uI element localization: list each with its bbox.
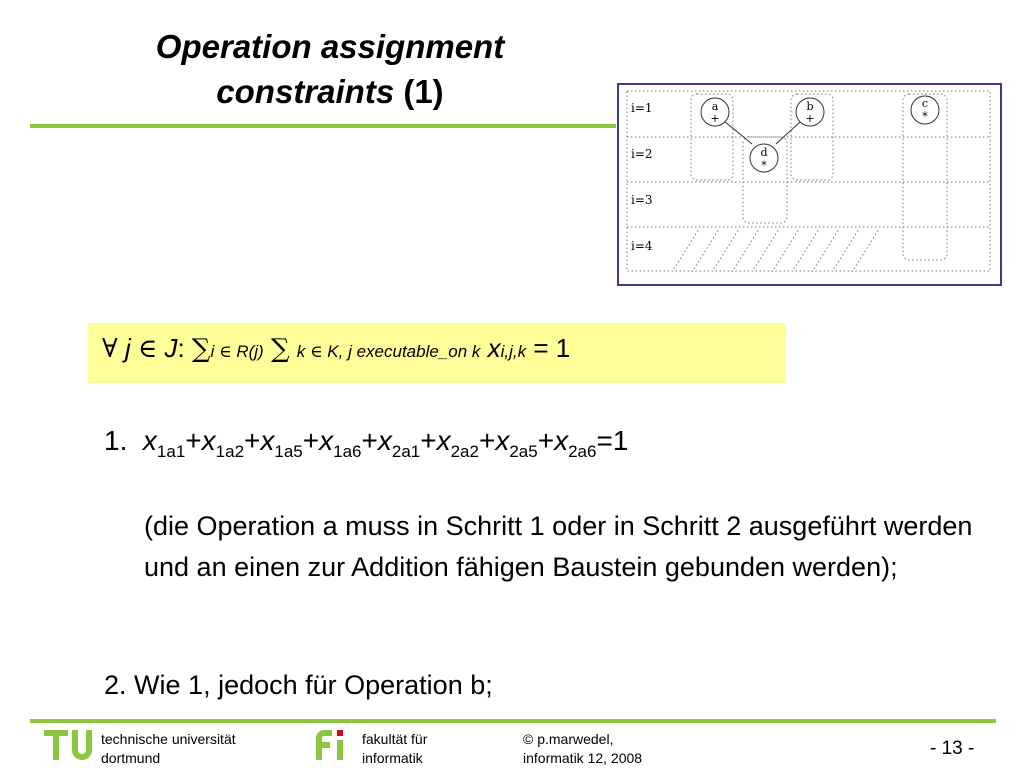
- term-var: x: [377, 425, 392, 456]
- node-c-name: c: [921, 97, 929, 110]
- row-label-i4: i=4: [631, 239, 653, 253]
- item-number-2: 2.: [104, 670, 127, 700]
- term-var: x: [495, 425, 510, 456]
- sum2-element-of: ∈: [309, 342, 323, 362]
- plus-sign: +: [244, 425, 261, 456]
- term-sub: 2a1: [391, 442, 421, 461]
- term-var: x: [201, 425, 216, 456]
- row-label-i3: i=3: [631, 193, 653, 207]
- node-b: [796, 98, 824, 126]
- sum1-element-of: ∈: [218, 342, 232, 362]
- node-d-name: d: [760, 146, 768, 159]
- faculty-line2: informatik: [362, 750, 423, 766]
- formula-equals-one: = 1: [533, 333, 571, 363]
- formula-j: j: [124, 333, 131, 363]
- title-line1: Operation assignment: [155, 28, 505, 65]
- term-sub: 1a5: [274, 442, 303, 461]
- node-c-op: *: [922, 110, 928, 123]
- term-sub: 2a2: [450, 442, 479, 461]
- plus-sign: +: [361, 425, 378, 456]
- sum-symbol-2: ∑: [270, 334, 290, 364]
- node-c: [911, 96, 939, 124]
- sum2-index: k: [296, 342, 306, 361]
- copyright-line1: © p.marwedel,: [523, 731, 614, 747]
- term-var: x: [260, 425, 275, 456]
- plus-sign: +: [185, 425, 202, 456]
- university-line1: technische universität: [101, 731, 236, 747]
- faculty-name: [362, 730, 427, 768]
- formula-colon: :: [177, 333, 185, 363]
- equation-1: [104, 425, 629, 461]
- copyright: [523, 730, 642, 768]
- faculty-line1: fakultät für: [362, 731, 428, 747]
- node-d: [750, 144, 778, 172]
- term-sub: 1a1: [156, 442, 186, 461]
- node-d-op: *: [761, 159, 767, 172]
- sum1-index: i: [210, 342, 215, 361]
- term-sub: 1a2: [215, 442, 245, 461]
- term-var: x: [142, 425, 157, 456]
- equation-rhs: =1: [596, 425, 629, 456]
- page-number: - 13 -: [930, 738, 975, 759]
- footer-divider: [30, 719, 996, 723]
- plus-sign: +: [537, 425, 555, 456]
- sum1-range: R(j): [236, 342, 264, 361]
- node-b-name: b: [806, 100, 814, 113]
- item-number-1: 1.: [104, 425, 128, 456]
- term-sub: 2a5: [509, 442, 538, 461]
- node-a: [701, 98, 729, 126]
- plus-sign: +: [302, 425, 320, 456]
- term-sub: 2a6: [568, 442, 597, 461]
- formula-J: J: [164, 333, 178, 363]
- tu-logo: [44, 728, 96, 762]
- node-a-op: +: [710, 112, 720, 125]
- row-label-i2: i=2: [631, 147, 653, 161]
- formula-x: x: [487, 333, 501, 363]
- node-b-op: +: [805, 112, 815, 125]
- formula-x-subscript: i,j,k: [500, 342, 527, 361]
- schedule-diagram: [617, 83, 1002, 286]
- term-var: x: [436, 425, 451, 456]
- university-line2: dortmund: [101, 750, 161, 766]
- term-sub: 1a6: [333, 442, 362, 461]
- term-var: x: [554, 425, 569, 456]
- forall-symbol: ∀: [102, 334, 118, 364]
- slide-title: [60, 24, 600, 114]
- title-divider: [30, 124, 616, 128]
- sum-symbol-1: ∑: [191, 334, 211, 364]
- element-of-symbol: ∈: [137, 334, 158, 364]
- university-name: [101, 730, 236, 768]
- copyright-line2: informatik 12, 2008: [523, 750, 643, 766]
- fi-logo: [308, 728, 352, 762]
- constraint-formula: [88, 323, 786, 383]
- plus-sign: +: [420, 425, 437, 456]
- plus-sign: +: [478, 425, 496, 456]
- title-number: (1): [403, 73, 444, 110]
- term-var: x: [319, 425, 334, 456]
- title-line2-italic: constraints: [216, 73, 395, 110]
- node-a-name: a: [711, 100, 719, 113]
- row-label-i1: i=1: [631, 101, 653, 115]
- item-2-text: Wie 1, jedoch für Operation b;: [134, 670, 493, 700]
- explanation-text: (die Operation a muss in Schritt 1 oder in Schritt 2 ausgeführt werden und an einen zur Addition fähigen Baustein gebunden werden);: [144, 511, 973, 582]
- item-2: [104, 670, 493, 701]
- sum2-range: K, j executable_on k: [327, 342, 481, 361]
